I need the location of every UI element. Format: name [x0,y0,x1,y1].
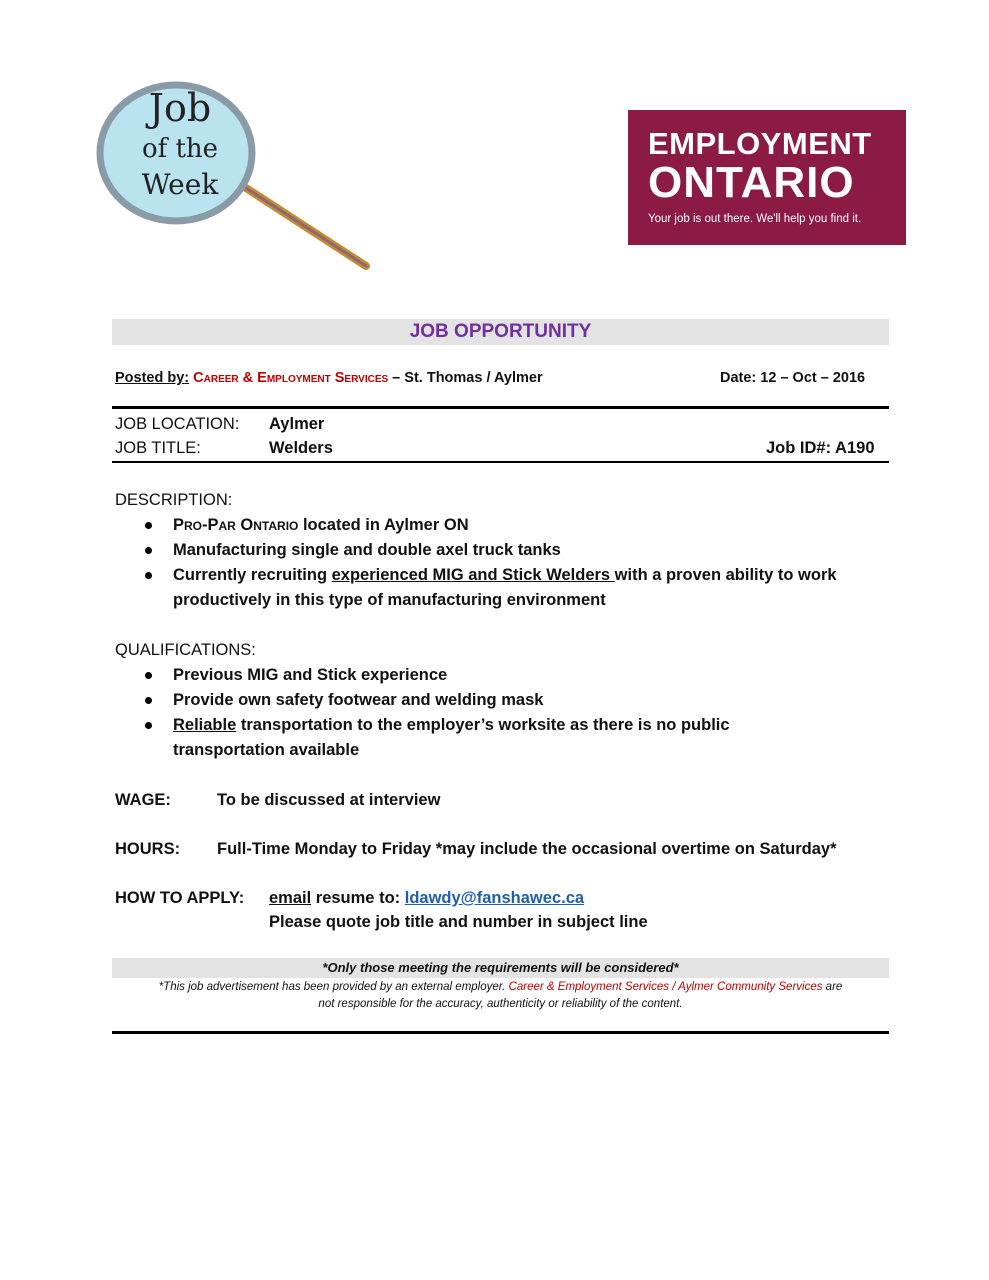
job-title-label: JOB TITLE: [115,439,201,457]
divider [112,406,889,409]
bullet-icon [145,722,152,729]
list-item-text: located in Aylmer ON [298,516,469,534]
job-location-label: JOB LOCATION: [115,415,240,433]
job-title-value: Welders [269,439,333,457]
posted-date: Date: 12 – Oct – 2016 [720,370,866,386]
job-of-the-week-logo [96,78,386,278]
page-title: JOB OPPORTUNITY [409,321,592,342]
qualifications-heading: QUALIFICATIONS: [115,641,256,659]
disclaimer [112,979,889,1013]
job-id: Job ID#: A190 [766,439,875,457]
description-list [115,513,895,613]
employment-ontario-logo [628,110,906,245]
list-item [115,713,815,763]
list-item-text: transportation to the employer’s worksite as there is no public transportation available [173,716,730,759]
company-name: Pro-Par Ontario [173,516,299,534]
disclaimer-text: are [822,981,843,993]
how-to-apply-label: HOW TO APPLY: [115,889,245,907]
list-item [115,663,815,688]
hours-value: Full-Time Monday to Friday *may include the occasional overtime on Saturday* [217,840,837,858]
logo-line-employment: EMPLOYMENT [648,126,872,161]
resume-to-text: resume to: [311,889,405,907]
divider [112,461,889,463]
wage-label: WAGE: [115,791,171,809]
underlined-text: experienced MIG and Stick Welders [331,566,615,584]
disclaimer-text-line2: not responsible for the accuracy, authenticity or reliability of the content. [318,998,683,1010]
list-item-text: Manufacturing single and double axel truck tanks [173,541,561,559]
bullet-icon [145,697,152,704]
bullet-icon [145,522,152,529]
title-bar [112,319,889,345]
apply-line [269,888,584,908]
email-word: email [269,889,312,907]
logo-text-job: Job [148,86,212,130]
disclaimer-text: *This job advertisement has been provided by an external employer. [158,981,509,993]
list-item [115,513,895,538]
logo-text-of-the: of the [141,134,219,164]
list-item [115,538,895,563]
underlined-text: Reliable [173,716,237,734]
list-item-text: Currently recruiting [173,566,332,584]
divider [112,1031,889,1034]
logo-tagline: Your job is out there. We'll help you find it. [648,213,862,225]
list-item [115,563,895,613]
logo-text-week: Week [141,168,219,201]
apply-instructions: Please quote job title and number in subject line [269,913,648,931]
qualifications-list [115,663,815,763]
list-item [115,688,815,713]
posted-by-org: Career & Employment Services [193,370,389,386]
email-link[interactable]: ldawdy@fanshawec.ca [404,889,585,907]
list-item-text: with a proven ability to work productively in this type of manufacturing environment [173,566,837,609]
list-item-text: Previous MIG and Stick experience [173,666,448,684]
description-heading: DESCRIPTION: [115,491,233,509]
requirements-bar [112,958,889,978]
bullet-icon [145,672,152,679]
logo-line-ontario: ONTARIO [648,158,855,207]
requirements-note: *Only those meeting the requirements will be considered* [322,960,679,975]
posted-by-line: Posted by: Career & Employment Services – St. Thomas / Aylmer [115,370,543,386]
bullet-icon [145,572,152,579]
bullet-icon [145,547,152,554]
disclaimer-org: Career & Employment Services / Aylmer Community Services [508,981,823,993]
hours-label: HOURS: [115,840,181,858]
posted-by-location: – St. Thomas / Aylmer [388,370,543,386]
list-item-text: Provide own safety footwear and welding mask [173,691,544,709]
posted-by-label: Posted by [115,370,185,386]
wage-value: To be discussed at interview [217,791,441,809]
job-location-value: Aylmer [269,415,325,433]
